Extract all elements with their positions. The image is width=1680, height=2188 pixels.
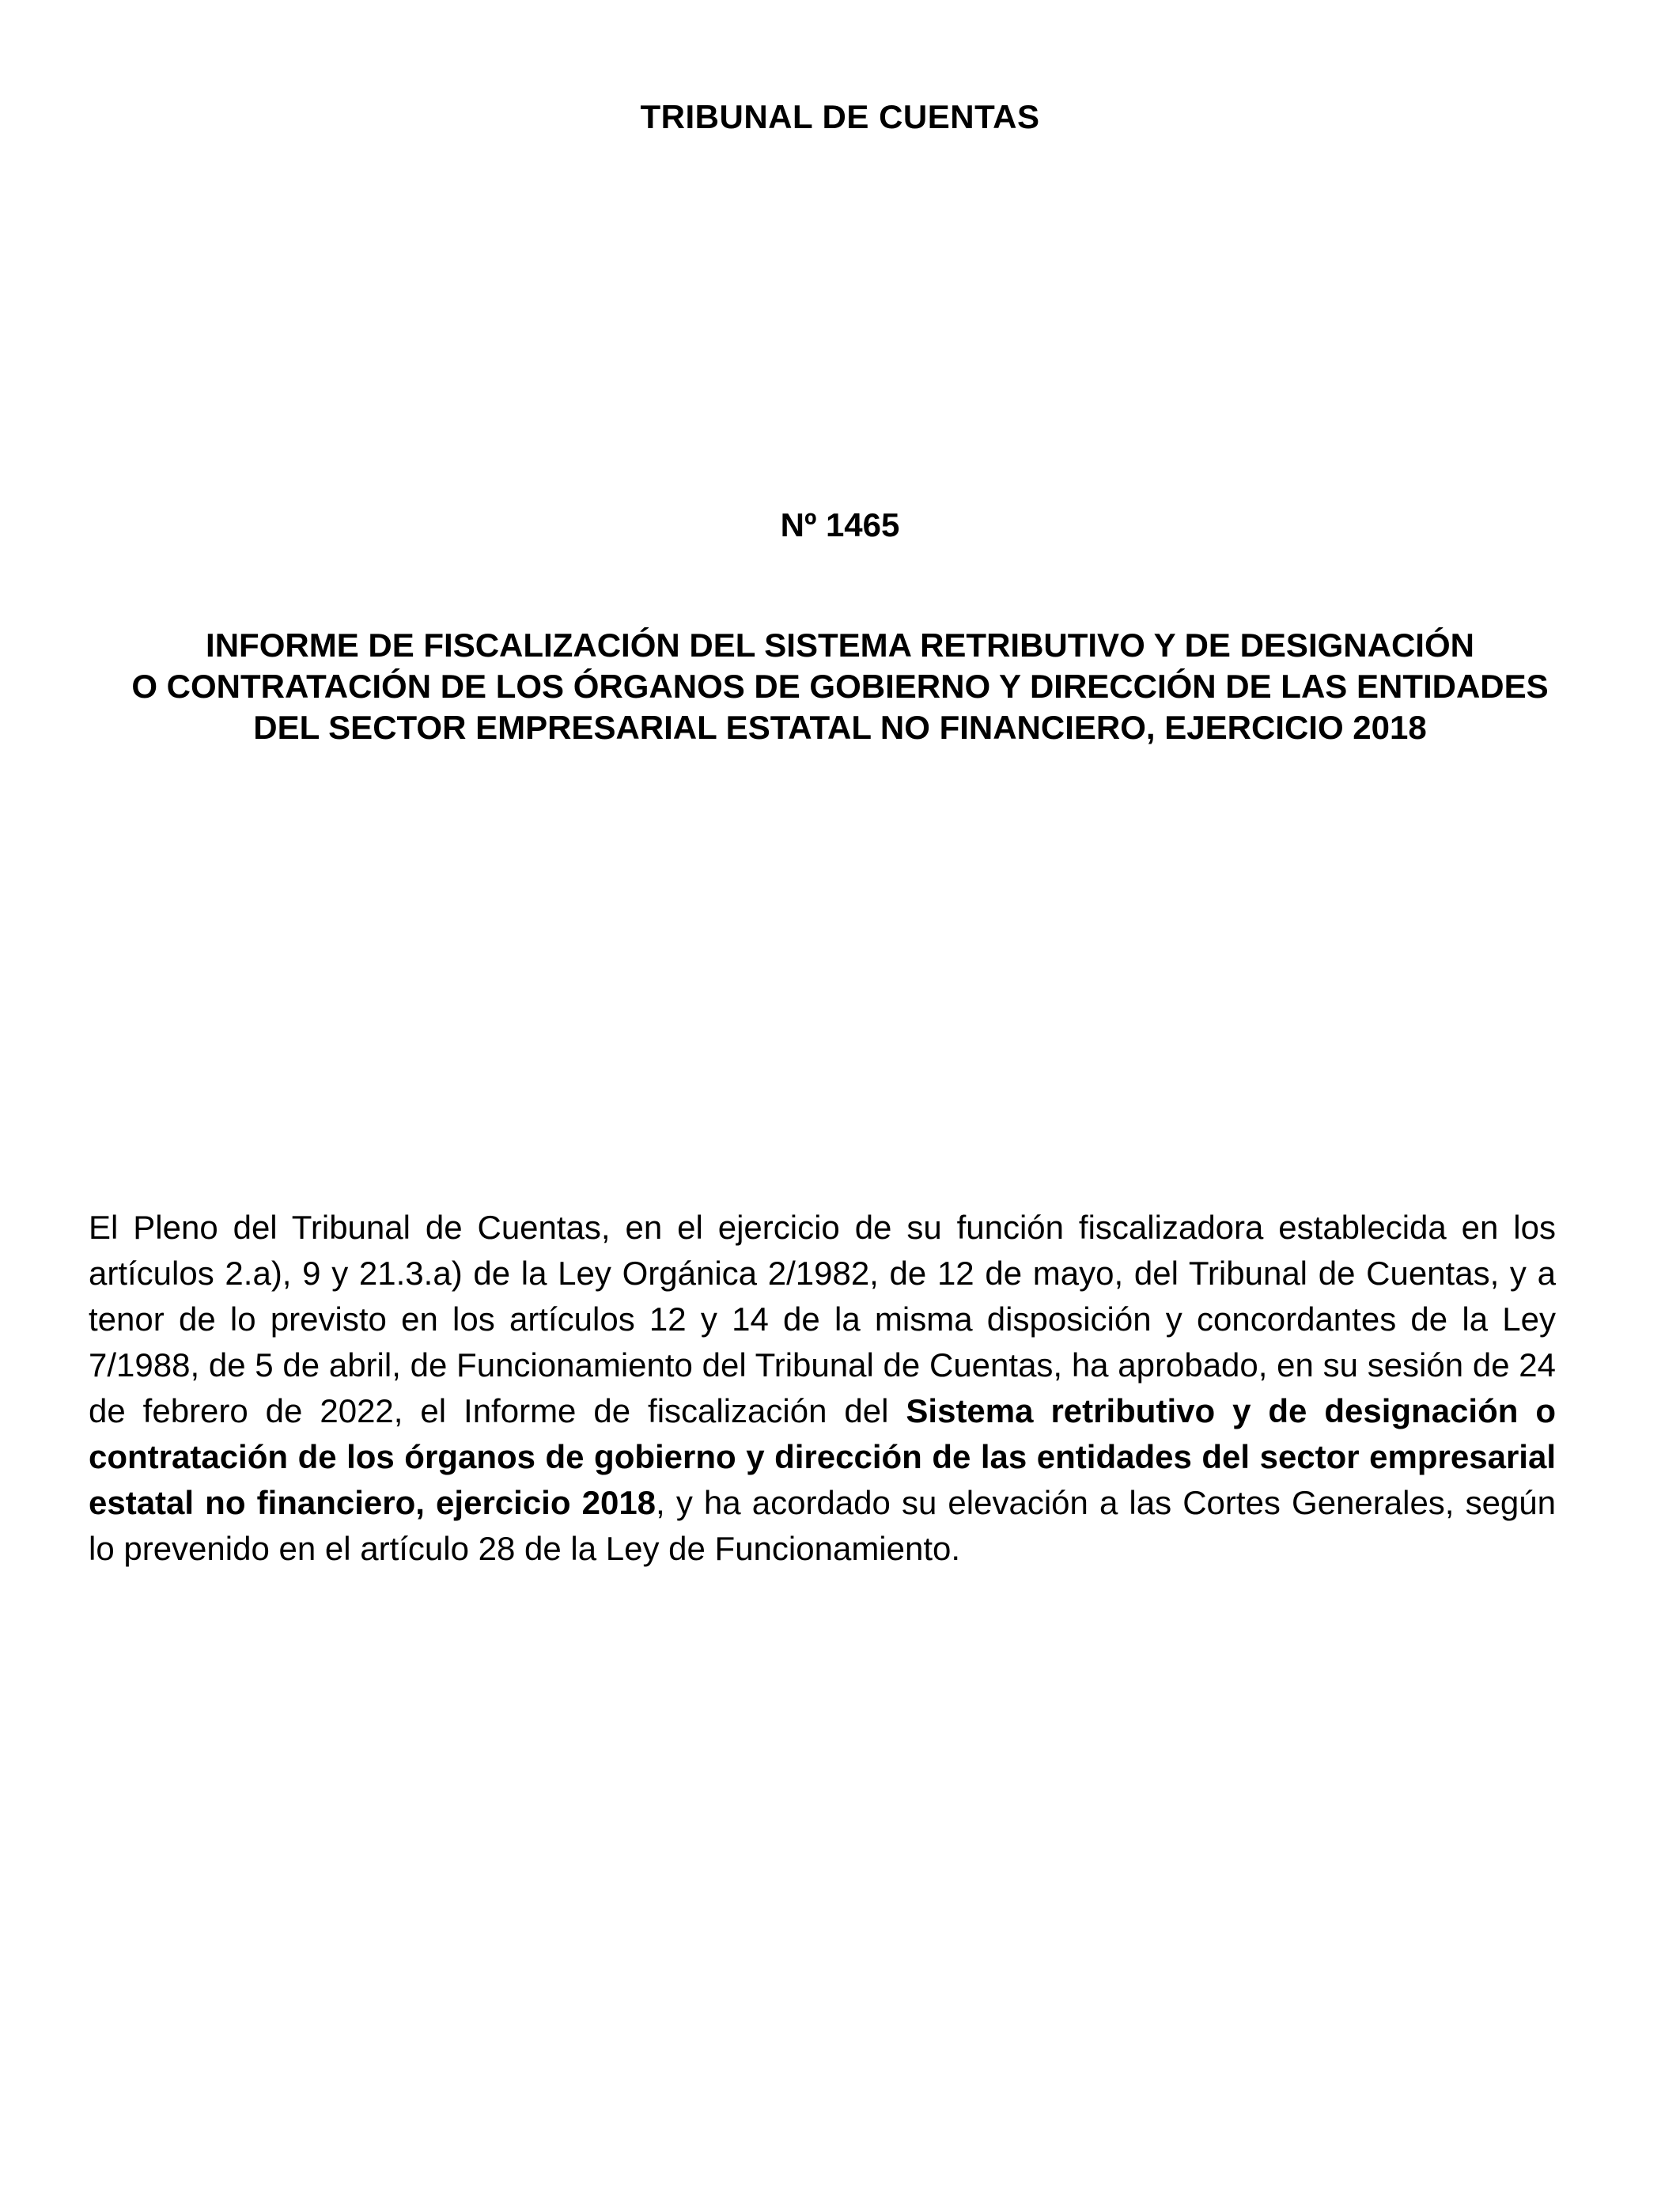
report-number: Nº 1465 <box>780 506 900 543</box>
report-title-line-3: DEL SECTOR EMPRESARIAL ESTATAL NO FINANCIERO, EJERCICIO 2018 <box>253 709 1427 746</box>
body-intro-text: El Pleno del Tribunal de Cuentas, en el ejercicio de su función fiscalizadora establecida en los artículos 2.a), 9 y 21.3.a) de la Ley Orgánica 2/1982, de 12 de mayo, del Tribunal de Cuentas, y a tenor de lo previsto en los artículos 12 y 14 de la misma disposición y concordantes de la Ley 7/1988, de 5 de abril, de Funcionamiento del Tribunal de Cuentas, ha aprobado, en su sesión de 24 de febrero de 2022, el Informe de fiscalización del <box>89 1209 1556 1429</box>
report-title-line-1: INFORME DE FISCALIZACIÓN DEL SISTEMA RETRIBUTIVO Y DE DESIGNACIÓN <box>206 626 1474 664</box>
body-closing-text: , y ha acordado su elevación a las Cortes Generales, según lo prevenido en el artículo 28 de la Ley de Funcionamiento. <box>89 1484 1556 1567</box>
body-bold-report-title: Sistema retributivo y de designación o contratación de los órganos de gobierno y dirección de las entidades del sector empresarial estatal no financiero, ejercicio 2018 <box>89 1392 1556 1521</box>
report-title-line-2: O CONTRATACIÓN DE LOS ÓRGANOS DE GOBIERNO Y DIRECCIÓN DE LAS ENTIDADES <box>131 668 1549 705</box>
body-paragraph <box>89 1205 1556 1572</box>
report-title <box>71 625 1609 748</box>
organization-title: TRIBUNAL DE CUENTAS <box>640 98 1040 135</box>
